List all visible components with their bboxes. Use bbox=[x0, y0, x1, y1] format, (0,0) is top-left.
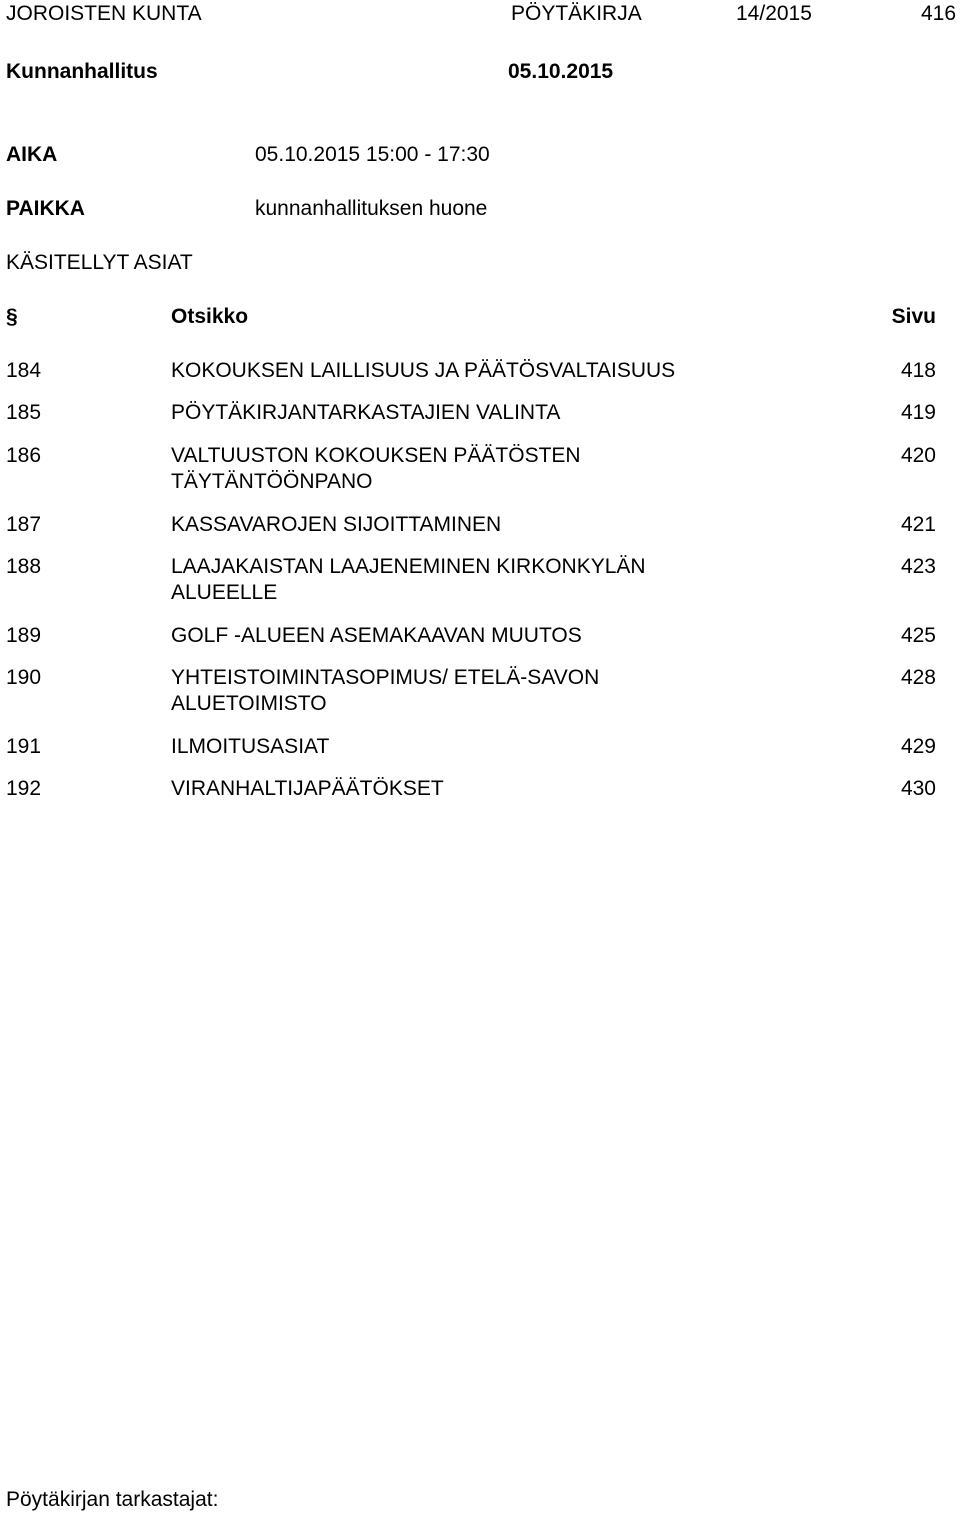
item-page: 429 bbox=[900, 735, 936, 758]
item-page: 428 bbox=[900, 666, 936, 689]
minutes-checkers-label: Pöytäkirjan tarkastajat: bbox=[6, 1488, 219, 1511]
table-row bbox=[6, 623, 936, 665]
table-row bbox=[6, 776, 936, 818]
item-page: 430 bbox=[900, 777, 936, 800]
table-row bbox=[6, 665, 936, 734]
document-number: 14/2015 bbox=[736, 2, 812, 25]
table-row bbox=[6, 734, 936, 776]
item-number: 187 bbox=[6, 513, 42, 536]
item-title: KASSAVAROJEN SIJOITTAMINEN bbox=[171, 513, 502, 536]
place-value: kunnanhallituksen huone bbox=[255, 197, 488, 220]
item-page: 419 bbox=[900, 401, 936, 424]
table-row bbox=[6, 554, 936, 623]
municipality-name: JOROISTEN KUNTA bbox=[6, 2, 202, 25]
item-title: ILMOITUSASIAT bbox=[171, 735, 330, 758]
item-title: VALTUUSTON KOKOUKSEN PÄÄTÖSTEN TÄYTÄNTÖÖNPANO bbox=[171, 444, 581, 493]
item-title: VIRANHALTIJAPÄÄTÖKSET bbox=[171, 777, 444, 800]
item-page: 425 bbox=[900, 624, 936, 647]
table-header-row bbox=[6, 304, 936, 358]
item-number: 191 bbox=[6, 735, 42, 758]
item-title: LAAJAKAISTAN LAAJENEMINEN KIRKONKYLÄN ALUEELLE bbox=[171, 555, 646, 604]
item-title: KOKOUKSEN LAILLISUUS JA PÄÄTÖSVALTAISUUS bbox=[171, 359, 676, 382]
item-number: 184 bbox=[6, 359, 42, 382]
page-number: 416 bbox=[921, 2, 957, 25]
item-page: 418 bbox=[900, 359, 936, 382]
item-page: 423 bbox=[900, 555, 936, 578]
table-row bbox=[6, 512, 936, 554]
agenda-table bbox=[6, 304, 936, 818]
time-label: AIKA bbox=[6, 143, 58, 166]
time-value: 05.10.2015 15:00 - 17:30 bbox=[255, 143, 490, 166]
item-page: 421 bbox=[900, 513, 936, 536]
table-row bbox=[6, 400, 936, 443]
page-column-header: Sivu bbox=[891, 305, 936, 328]
item-number: 186 bbox=[6, 444, 42, 467]
item-number: 185 bbox=[6, 401, 42, 424]
meeting-date: 05.10.2015 bbox=[508, 60, 614, 83]
section-symbol: § bbox=[6, 305, 18, 328]
item-title: YHTEISTOIMINTASOPIMUS/ ETELÄ-SAVON ALUETOIMISTO bbox=[171, 666, 600, 715]
item-number: 189 bbox=[6, 624, 42, 647]
table-row bbox=[6, 443, 936, 512]
items-heading: KÄSITELLYT ASIAT bbox=[6, 251, 193, 274]
table-row bbox=[6, 358, 936, 400]
item-number: 192 bbox=[6, 777, 42, 800]
place-label: PAIKKA bbox=[6, 197, 85, 220]
item-number: 190 bbox=[6, 666, 42, 689]
item-number: 188 bbox=[6, 555, 42, 578]
item-title: PÖYTÄKIRJANTARKASTAJIEN VALINTA bbox=[171, 401, 561, 424]
item-title: GOLF -ALUEEN ASEMAKAAVAN MUUTOS bbox=[171, 624, 582, 647]
document-type: PÖYTÄKIRJA bbox=[511, 2, 642, 25]
item-page: 420 bbox=[900, 444, 936, 467]
title-column-header: Otsikko bbox=[171, 305, 249, 328]
governing-body: Kunnanhallitus bbox=[6, 60, 158, 83]
